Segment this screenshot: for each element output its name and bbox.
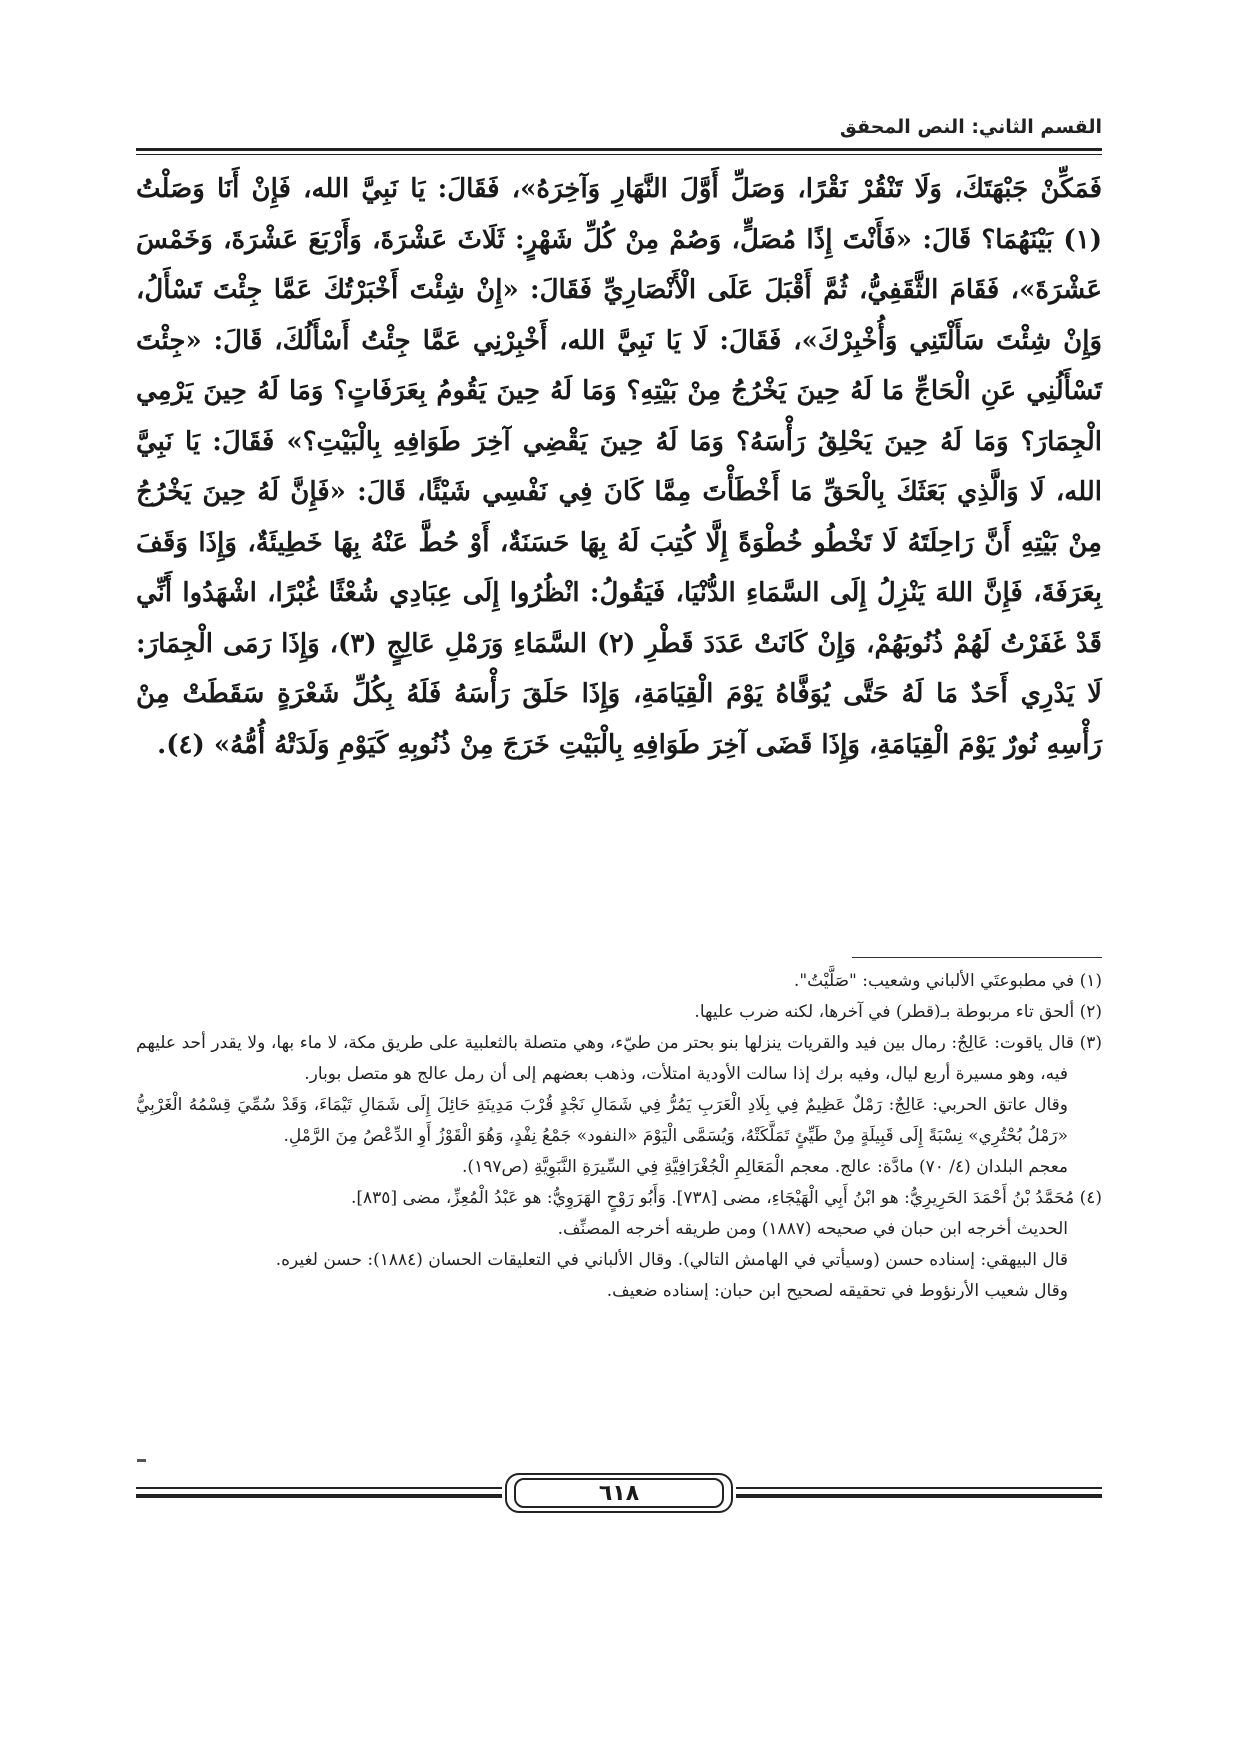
footnotes [136,966,1102,1307]
footer-lines-right [736,1487,1102,1499]
header-rule-thin [136,154,1102,155]
footnote-3-continued: وقال عاتق الحربي: عَالِجٌ: رَمْلٌ عَظِيمٌ فِي بِلَادِ الْعَرَبِ يَمُرُّ فِي شَمَالِ نَجْدٍ قُرْبَ مَدِينَةِ حَائِلَ إِلَى شَمَالِ تَيْمَاءَ، وَقَدْ سُمِّيَ قِسْمُهُ الْغَرْبِيُّ «رَمْلُ بُحْتُرِي» نِسْبَةً إِلَى قَبِيلَةٍ مِنْ طَيِّئٍ تَمَلَّكَتْهُ، وَيُسَمَّى الْيَوْمَ «النفود» جَمْعُ نِفْدٍ، وَهُوَ الْقَوْزُ أَوِ الدِّعْصُ مِنَ الرَّمْلِ. [136,1095,1068,1146]
page-header-title: القسم الثاني: النص المحقق [839,116,1102,138]
page-number-frame [505,1473,733,1513]
page-number: ٦١٨ [598,1480,640,1506]
footnote-3-sources: معجم البلدان (٤/ ٧٠) مادَّة: عالج. معجم الْمَعَالِمِ الْجُغْرَافِيَّةِ فِي السِّيرَةِ النَّبَوِيَّةِ (ص١٩٧). [462,1157,1068,1177]
footnote-3: (٣) قال ياقوت: عَالِجٌ: رمال بين فيد والقريات ينزلها بنو بحتر من طيّء، وهي متصلة بالثعلبية على طريق مكة، لا ماء بها، ولا يقدر أحد عليهم فيه، وهو مسيرة أربع ليال، وفيه برك إذا سالت الأودية امتلأت، وذهب بعضهم إلى أن رمل عالج هو متصل بوبار. [136,1033,1102,1084]
footnote-1: (١) في مطبوعتَي الألباني وشعيب: "صَلَّيْتُ". [793,971,1102,991]
main-paragraph: فَمَكِّنْ جَبْهَتَكَ، وَلَا تَنْقُرْ نَقْرًا، وَصَلِّ أَوَّلَ النَّهَارِ وَآخِرَهُ»، فَقَالَ: يَا نَبِيَّ الله، فَإِنْ أَنَا وَصَلْتُ (١) بَيْنَهُمَا؟ قَالَ: «فَأَنْتَ إِذًا مُصَلٍّ، وَصُمْ مِنْ كُلِّ شَهْرٍ: ثَلَاثَ عَشْرَةَ، وَأَرْبَعَ عَشْرَةَ، وَخَمْسَ عَشْرَةَ»، فَقَامَ الثَّقَفِيُّ، ثُمَّ أَقْبَلَ عَلَى الْأَنْصَارِيِّ فَقَالَ: «إِنْ شِئْتَ أَخْبَرْتُكَ عَمَّا جِئْتَ تَسْأَلُ، وَإِنْ شِئْتَ سَأَلْتَنِي وَأُخْبِرْكَ»، فَقَالَ: لَا يَا نَبِيَّ الله، أَخْبِرْنِي عَمَّا جِئْتُ أَسْأَلُكَ، قَالَ: «جِئْتَ تَسْأَلُنِي عَنِ الْحَاجِّ مَا لَهُ حِينَ يَخْرُجُ مِنْ بَيْتِهِ؟ وَمَا لَهُ حِينَ يَقُومُ بِعَرَفَاتٍ؟ وَمَا لَهُ حِينَ يَرْمِي الْجِمَارَ؟ وَمَا لَهُ حِينَ يَحْلِقُ رَأْسَهُ؟ وَمَا لَهُ حِينَ يَقْضِي آخِرَ طَوَافِهِ بِالْبَيْتِ؟» فَقَالَ: يَا نَبِيَّ الله، لَا وَالَّذِي بَعَثَكَ بِالْحَقِّ مَا أَخْطَأْتَ مِمَّا كَانَ فِي نَفْسِي شَيْئًا، قَالَ: «فَإِنَّ لَهُ حِينَ يَخْرُجُ مِنْ بَيْتِهِ أَنَّ رَاحِلَتَهُ لَا تَخْطُو خُطْوَةً إِلَّا كُتِبَ لَهُ بِهَا حَسَنَةٌ، أَوْ حُطَّ عَنْهُ بِهَا خَطِيئَةٌ، وَإِذَا وَقَفَ بِعَرَفَةَ، فَإِنَّ اللهَ يَنْزِلُ إِلَى السَّمَاءِ الدُّنْيَا، فَيَقُولُ: انْظُرُوا إِلَى عِبَادِي شُعْثًا غُبْرًا، اشْهَدُوا أَنِّي قَدْ غَفَرْتُ لَهُمْ ذُنُوبَهُمْ، وَإِنْ كَانَتْ عَدَدَ قَطْرِ (٢) السَّمَاءِ وَرَمْلِ عَالِجٍ (٣)، وَإِذَا رَمَى الْجِمَارَ: لَا يَدْرِي أَحَدٌ مَا لَهُ حَتَّى يُوَفَّاهُ يَوْمَ الْقِيَامَةِ، وَإِذَا حَلَقَ رَأْسَهُ فَلَهُ بِكُلِّ شَعْرَةٍ سَقَطَتْ مِنْ رَأْسِهِ نُورٌ يَوْمَ الْقِيَامَةِ، وَإِذَا قَضَى آخِرَ طَوَافِهِ بِالْبَيْتِ خَرَجَ مِنْ ذُنُوبِهِ كَيَوْمِ وَلَدَتْهُ أُمُّهُ» (٤). [136,174,1102,760]
page-number-inner-frame [514,1478,724,1508]
footnote-2: (٢) ألحق تاء مربوطة بـ(قطر) في آخرها، لكنه ضرب عليها. [694,1002,1102,1022]
footer-lines-left [136,1487,502,1499]
footnote-4-grading: قال البيهقي: إسناده حسن (وسيأتي في الهامش التالي). وقال الألباني في التعليقات الحسان (١٨٨٤): حسن لغيره. [275,1250,1068,1270]
footnote-4: (٤) مُحَمَّدُ بْنُ أَحْمَدَ الحَرِيرِيُّ: هو ابْنُ أَبِي الْهَيْجَاءِ، مضى [٧٣٨]. وَأَبُو رَوْحٍ الهَرَوِيُّ: هو عَبْدُ الْمُعِزِّ، مضى [٨٣٥]. [351,1188,1102,1208]
header-rule-thick [136,148,1102,151]
footnote-4-takhrij: الحديث أخرجه ابن حبان في صحيحه (١٨٨٧) ومن طريقه أخرجه المصنِّف. [557,1219,1068,1239]
footnote-4-grading-2: وقال شعيب الأرنؤوط في تحقيقه لصحيح ابن حبان: إسناده ضعيف. [606,1281,1068,1301]
main-text [136,164,1102,770]
small-dash-mark [137,1459,146,1462]
footnote-separator [852,957,1102,958]
